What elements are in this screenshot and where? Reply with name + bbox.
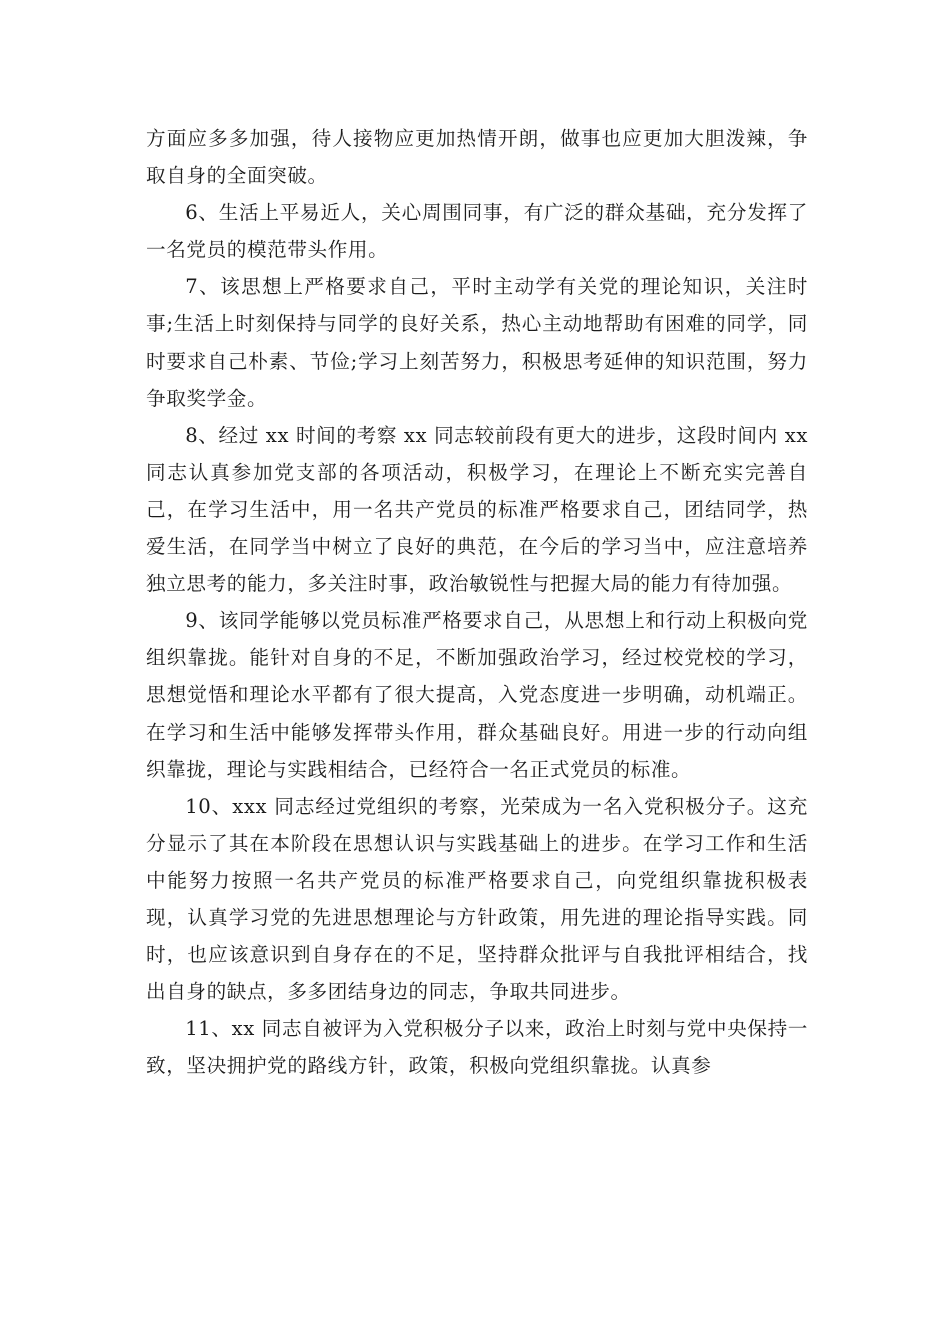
document-body bbox=[146, 120, 808, 1084]
paragraph-continuation: 方面应多多加强，待人接物应更加热情开朗，做事也应更加大胆泼辣，争取自身的全面突破。 bbox=[146, 127, 808, 188]
paragraph-item-7: 7、该思想上严格要求自己，平时主动学有关党的理论知识，关注时事;生活上时刻保持与同学的良好关系，热心主动地帮助有困难的同学，同时要求自己朴素、节俭;学习上刻苦努力，积极思考延伸的知识范围，努力争取奖学金。 bbox=[146, 275, 808, 410]
paragraph-item-10: 10、xxx 同志经过党组织的考察，光荣成为一名入党积极分子。这充分显示了其在本阶段在思想认识与实践基础上的进步。在学习工作和生活中能努力按照一名共产党员的标准严格要求自己，向党组织靠拢积极表现，认真学习党的先进思想理论与方针政策，用先进的理论指导实践。同时，也应该意识到自身存在的不足，坚持群众批评与自我批评相结合，找出自身的缺点，多多团结身边的同志，争取共同进步。 bbox=[146, 794, 808, 1004]
paragraph-item-9: 9、该同学能够以党员标准严格要求自己，从思想上和行动上积极向党组织靠拢。能针对自身的不足，不断加强政治学习，经过校党校的学习，思想觉悟和理论水平都有了很大提高，入党态度进一步明确，动机端正。在学习和生活中能够发挥带头作用，群众基础良好。用进一步的行动向组织靠拢，理论与实践相结合，已经符合一名正式党员的标准。 bbox=[146, 609, 808, 781]
paragraph-item-8: 8、经过 xx 时间的考察 xx 同志较前段有更大的进步，这段时间内 xx 同志认真参加党支部的各项活动，积极学习，在理论上不断充实完善自己，在学习生活中，用一名共产党员的标准严格要求自己，团结同学，热爱生活，在同学当中树立了良好的典范，在今后的学习当中，应注意培养独立思考的能力，多关注时事，政治敏锐性与把握大局的能力有待加强。 bbox=[146, 423, 808, 596]
paragraph-item-6: 6、生活上平易近人，关心周围同事，有广泛的群众基础，充分发挥了一名党员的模范带头作用。 bbox=[146, 201, 808, 262]
paragraph-item-11: 11、xx 同志自被评为入党积极分子以来，政治上时刻与党中央保持一致，坚决拥护党的路线方针，政策，积极向党组织靠拢。认真参 bbox=[146, 1017, 808, 1078]
